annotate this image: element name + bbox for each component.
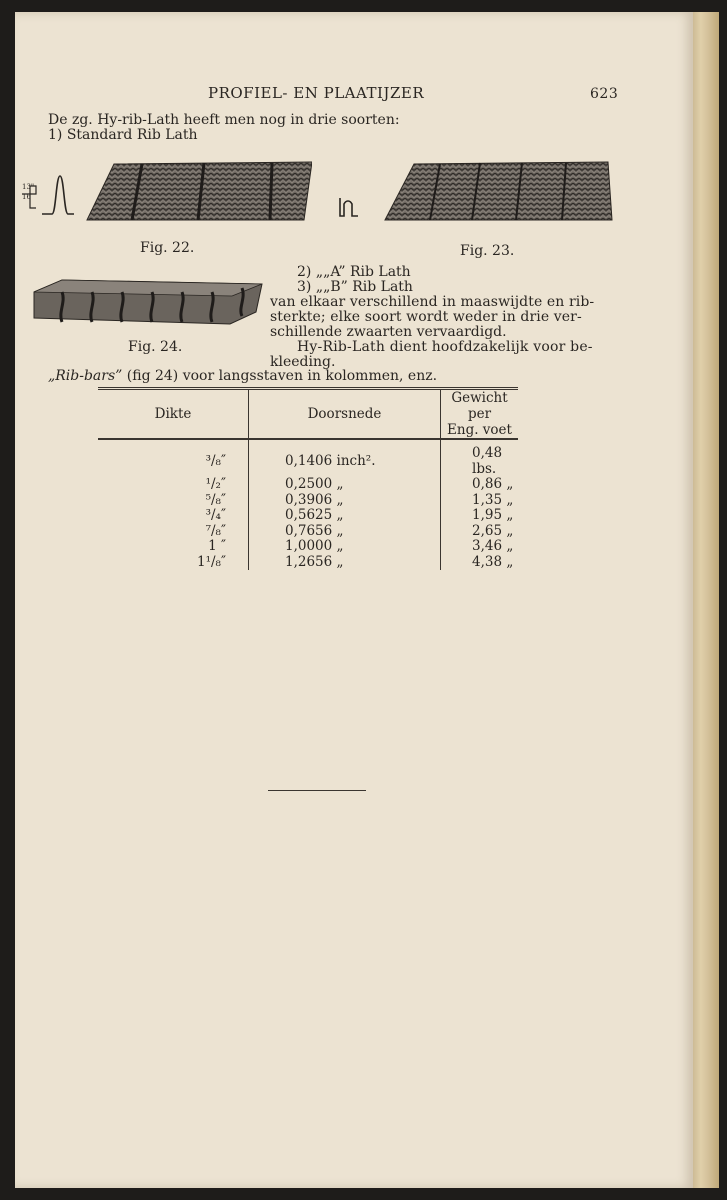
para2-line2: kleeding. xyxy=(270,354,336,370)
cell-doorsnede: 1,2656 „ xyxy=(249,555,441,571)
table-row xyxy=(98,508,518,524)
table-row xyxy=(98,524,518,540)
cell-gewicht: 0,86 „ xyxy=(472,476,514,492)
cell-dikte: ¹/₂″ xyxy=(98,477,249,493)
page-edge xyxy=(693,12,719,1188)
fig22-dim-top: 13" xyxy=(22,183,35,191)
header-dikte: Dikte xyxy=(98,389,249,440)
header-doorsnede: Doorsnede xyxy=(249,389,441,440)
fig23-illustration xyxy=(330,158,620,228)
fig24-caption: Fig. 24. xyxy=(128,339,183,355)
cell-gewicht: 1,35 „ xyxy=(472,491,514,508)
cell-gewicht: 3,46 „ xyxy=(472,538,514,554)
page-number: 623 xyxy=(590,86,619,102)
cell-doorsnede: 0,3906 „ xyxy=(249,493,441,509)
fig22-dim-bottom: 16 xyxy=(22,193,31,201)
rib-lath-a: 2) „„A” Rib Lath xyxy=(297,264,411,280)
cell-dikte: ³/₈″ xyxy=(98,446,249,477)
table-header-row xyxy=(98,389,518,440)
fig22-illustration xyxy=(22,158,312,228)
cell-doorsnede: 0,2500 „ xyxy=(249,477,441,493)
rib-bars-text: (fig 24) voor langsstaven in kolommen, enz. xyxy=(122,368,438,384)
para1-line3: schillende zwaarten vervaardigd. xyxy=(270,324,507,340)
intro-line-1: De zg. Hy-rib-Lath heeft men nog in drie soorten: xyxy=(48,112,400,128)
header-gewicht-line1: Gewicht per xyxy=(451,390,508,422)
end-rule xyxy=(268,790,366,791)
spec-table xyxy=(98,387,518,570)
cell-doorsnede: 0,1406 inch². xyxy=(249,446,441,477)
fig22-caption: Fig. 22. xyxy=(140,240,195,256)
cell-gewicht: 4,38 „ xyxy=(472,553,514,570)
cell-dikte: ⁷/₈″ xyxy=(98,524,249,540)
table-row xyxy=(98,539,518,555)
cell-dikte: 1¹/₈″ xyxy=(98,555,249,571)
cell-dikte: ⁵/₈″ xyxy=(98,493,249,509)
header-gewicht xyxy=(441,389,519,440)
rib-bars-term: „Rib-bars” xyxy=(48,368,123,384)
cell-gewicht: 1,95 „ xyxy=(472,507,514,523)
cell-doorsnede: 1,0000 „ xyxy=(249,539,441,555)
running-head: PROFIEL- EN PLAATIJZER xyxy=(208,84,425,102)
fig23-caption: Fig. 23. xyxy=(460,243,515,259)
rib-lath-b: 3) „„B” Rib Lath xyxy=(297,279,413,295)
header-gewicht-line2: Eng. voet xyxy=(447,422,512,438)
para2-line1: Hy-Rib-Lath dient hoofdzakelijk voor be- xyxy=(297,339,593,355)
cell-dikte: 1 ″ xyxy=(98,539,249,555)
table-row xyxy=(98,446,518,477)
cell-dikte: ³/₄″ xyxy=(98,508,249,524)
intro-line-2: 1) Standard Rib Lath xyxy=(48,127,198,143)
cell-doorsnede: 0,5625 „ xyxy=(249,508,441,524)
table-row xyxy=(98,555,518,571)
rib-bars-line xyxy=(48,368,437,384)
para1-line2: sterkte; elke soort wordt weder in drie ver- xyxy=(270,309,582,325)
fig24-illustration xyxy=(32,278,264,328)
cell-doorsnede: 0,7656 „ xyxy=(249,524,441,540)
cell-gewicht: 2,65 „ xyxy=(472,522,514,539)
para1-line1: van elkaar verschillend in maaswijdte en rib- xyxy=(270,294,595,310)
table-row xyxy=(98,477,518,493)
cell-gewicht: 0,48 lbs. xyxy=(472,445,503,477)
table-row xyxy=(98,493,518,509)
